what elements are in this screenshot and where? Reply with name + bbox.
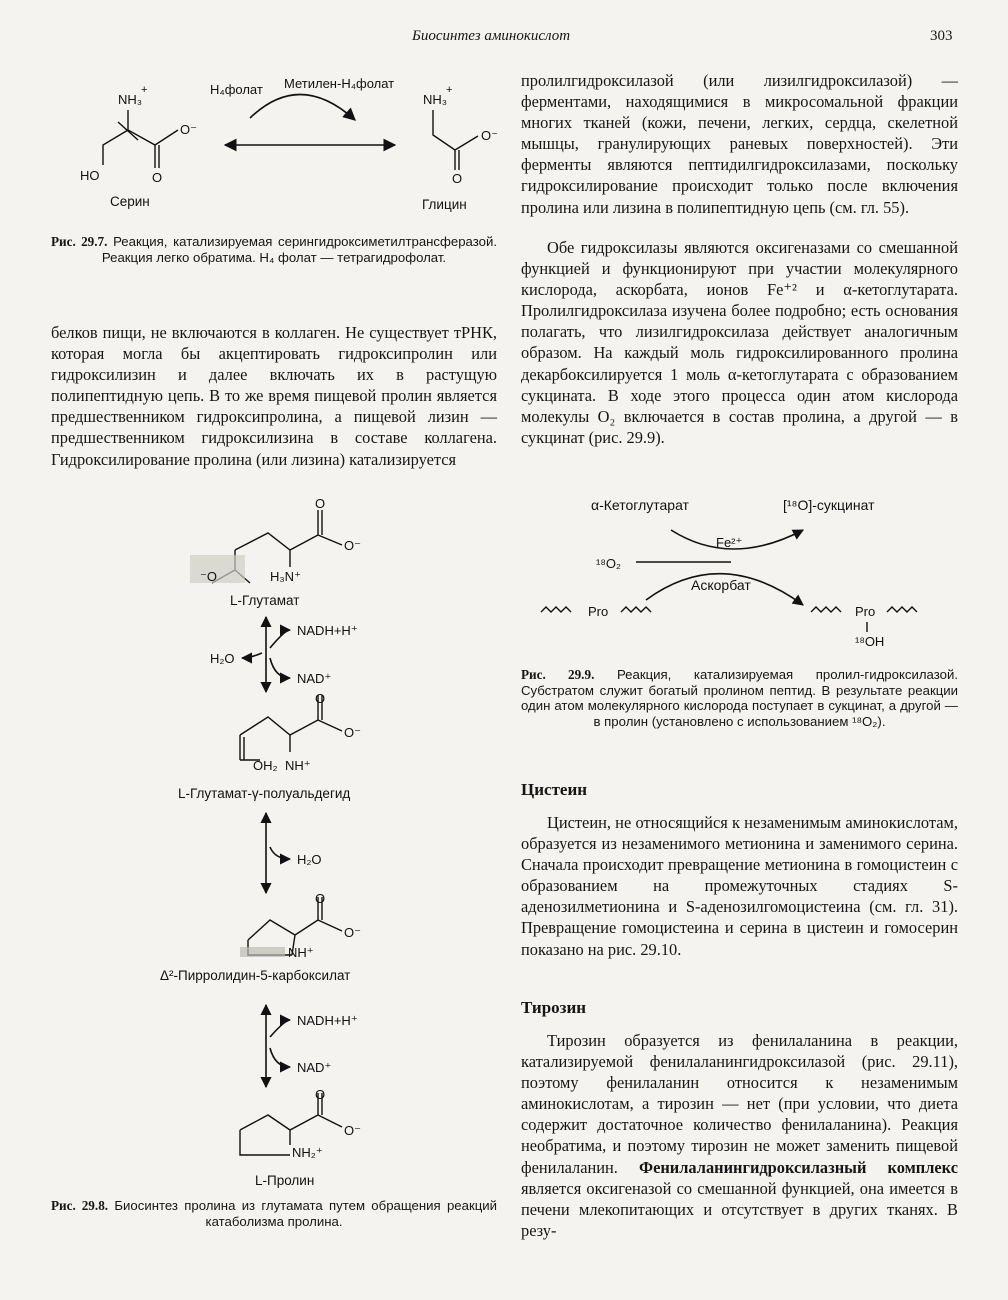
nadh-2: NADH+H⁺ <box>297 1013 358 1028</box>
caption-label: Рис. 29.7. <box>51 234 108 249</box>
pyrroline-label: Δ²-Пирролидин-5-карбоксилат <box>160 968 351 983</box>
sa-o: O <box>315 691 326 706</box>
tyrosine-text-after: является оксигеназой со смешанной функцией, она имеется в печени млекопитающих и отсутствует в других тканях. В резу- <box>521 1178 958 1240</box>
pro-o-minus: O⁻ <box>344 1123 361 1138</box>
smudge <box>190 555 245 583</box>
glu-o-minus: O⁻ <box>344 538 361 553</box>
right-paragraph-2: Обе гидроксилазы являются оксигеназами со смешанной функцией и функционируют при участии молекулярного кислорода, аскорбата, ионов Fe⁺² и α-кетоглутарата. Пролилгидроксилаза изучена более подробно; есть основания полагать, что лизилгидроксилаза действует аналогичным образом. На каждый моль гидроксилированного пролина декарбоксилируется 1 моль α-кетоглутарата с образованием сукцината. В ходе этого процесса один атом кислорода молекулы O₂ включается в состав пролина, а другой — в сукцинат (рис. 29.9). <box>521 238 958 447</box>
serine-o-minus: O⁻ <box>180 122 197 137</box>
oh-label: ¹⁸OH <box>855 634 885 649</box>
pyr-o: O <box>315 891 326 906</box>
left-paragraph: белков пищи, не включаются в коллаген. Не существует тРНК, которая могла бы акцептировать гидроксипролин или гидроксилизин и далее включать их в растущую полипептидную цепь. В то же время пищевой пролин является предшественником гидроксипролина, а пищевой лизин — предшественником гидроксилизина в составе коллагена. Гидроксилирование пролина (или лизина) катализируется <box>51 323 497 469</box>
cysteine-heading: Цистеин <box>521 780 588 799</box>
figure-29-9 <box>521 490 961 655</box>
caption-label: Рис. 29.8. <box>51 1198 109 1213</box>
serine-nh3: NH₃ <box>118 92 143 107</box>
sa-o-minus: O⁻ <box>344 725 361 740</box>
pyr-nh: NH⁺ <box>288 945 314 960</box>
nadh-1: NADH+H⁺ <box>297 623 358 638</box>
fe: Fe²⁺ <box>716 535 743 550</box>
caption-label: Рис. 29.9. <box>521 667 595 682</box>
caption-text: Реакция, катализируемая серингидроксиметилтрансферазой. Реакция легко обратима. H₄ фолат — тетрагидрофолат. <box>101 234 497 265</box>
cofactor-methylene: Метилен-H₄фолат <box>284 76 395 91</box>
figure-29-8 <box>150 495 500 1195</box>
glycine-nh3-charge: + <box>446 84 453 96</box>
h2o-out: H₂O <box>210 651 235 666</box>
caption-text: Реакция, катализируемая пролил-гидроксилазой. Субстратом служит богатый пролином пептид. В результате реакции один атом молекулярного кислорода поступает в сукцинат, а другой — в пролин (установлено с использованием ¹⁸O₂). <box>521 667 958 729</box>
pro-left: Pro <box>588 604 609 619</box>
succinate: [¹⁸O]-сукцинат <box>783 497 875 513</box>
semialdehyde-label: L-Глутамат-γ-полуальдегид <box>178 786 351 801</box>
pro-o: O <box>315 1087 326 1102</box>
running-title: Биосинтез аминокислот <box>412 28 571 44</box>
glu-o-left: ⁻O <box>200 569 217 584</box>
ascorbate: Аскорбат <box>691 577 751 593</box>
cysteine-text: Цистеин, не относящийся к незаменимым аминокислотам, образуется из незаменимого метионина и заменимого серина. Сначала происходит превращение метионина в гомоцистеин с образованием на промежуточных стадиях S-аденозилметионина и S-аденозилгомоцистеина (см. гл. 31). Превращение гомоцистеина и серина в цистеин и гомосерин показано на рис. 29.10. <box>521 813 958 959</box>
glutamate-label: L-Глутамат <box>230 593 300 608</box>
figure-29-9-caption <box>521 667 958 729</box>
pro-nh2: NH₂⁺ <box>292 1145 323 1160</box>
sa-nh: NH⁺ <box>285 758 311 773</box>
page-number: 303 <box>930 28 953 44</box>
glycine-label: Глицин <box>422 197 467 212</box>
figure-29-7 <box>40 60 510 220</box>
right-paragraph-1: пролилгидроксилазой (или лизилгидроксилазой) — ферментами, находящимися в микросомальной фракции многих тканей (кожи, печени, легких, сердца, скелетной мышцы, гранулирующих раневых поверхностей). Эти ферменты являются пептидилгидроксилазами, поскольку гидроксилирование происходит только после включения пролина или лизина в полипептидную цепь (см. гл. 55). <box>521 71 958 217</box>
o2: ¹⁸O₂ <box>596 556 621 571</box>
caption-text: Биосинтез пролина из глутамата путем обращения реакций катаболизма пролина. <box>114 1198 498 1229</box>
glycine-nh3: NH₃ <box>423 92 448 107</box>
h2o-2: H₂O <box>297 852 322 867</box>
glycine-o-minus: O⁻ <box>481 128 498 143</box>
figure-29-7-caption <box>51 234 497 265</box>
proline-label: L-Пролин <box>255 1173 315 1188</box>
serine-o: O <box>152 170 163 185</box>
nad-2: NAD⁺ <box>297 1060 332 1075</box>
tyrosine-heading: Тирозин <box>521 998 587 1017</box>
serine-nh3-charge: + <box>141 84 148 96</box>
tyrosine-bold-term: Фенилаланингидроксилазный комплекс <box>639 1157 958 1177</box>
figure-29-8-caption <box>51 1198 497 1229</box>
tyrosine-text-before: Тирозин образуется из фенилаланина в реакции, катализируемой фенилаланингидроксилазой (рис. 29.11), поэтому фенилаланин относится к незаменимым аминокислотам, а тирозин — нет (при условии, что диета содержит достаточное количество фенилаланина). Реакция необратима, и поэтому тирозин не может заменить пищевой фенилаланин. <box>521 1031 958 1177</box>
glycine-o: O <box>452 171 463 186</box>
ketoglutarate: α-Кетоглутарат <box>591 497 689 513</box>
glu-h3n: H₃N⁺ <box>270 569 301 584</box>
pyr-o-minus: O⁻ <box>344 925 361 940</box>
glu-o: O <box>315 496 326 511</box>
cofactor-h4folate: H₄фолат <box>210 82 263 97</box>
nad-1: NAD⁺ <box>297 671 332 686</box>
serine-ho: HO <box>80 168 100 183</box>
serine-label: Серин <box>110 194 150 209</box>
strike-mark <box>240 947 285 957</box>
tyrosine-text <box>521 1030 958 1241</box>
pro-right: Pro <box>855 604 876 619</box>
sa-oh2: OH₂ <box>253 758 278 773</box>
